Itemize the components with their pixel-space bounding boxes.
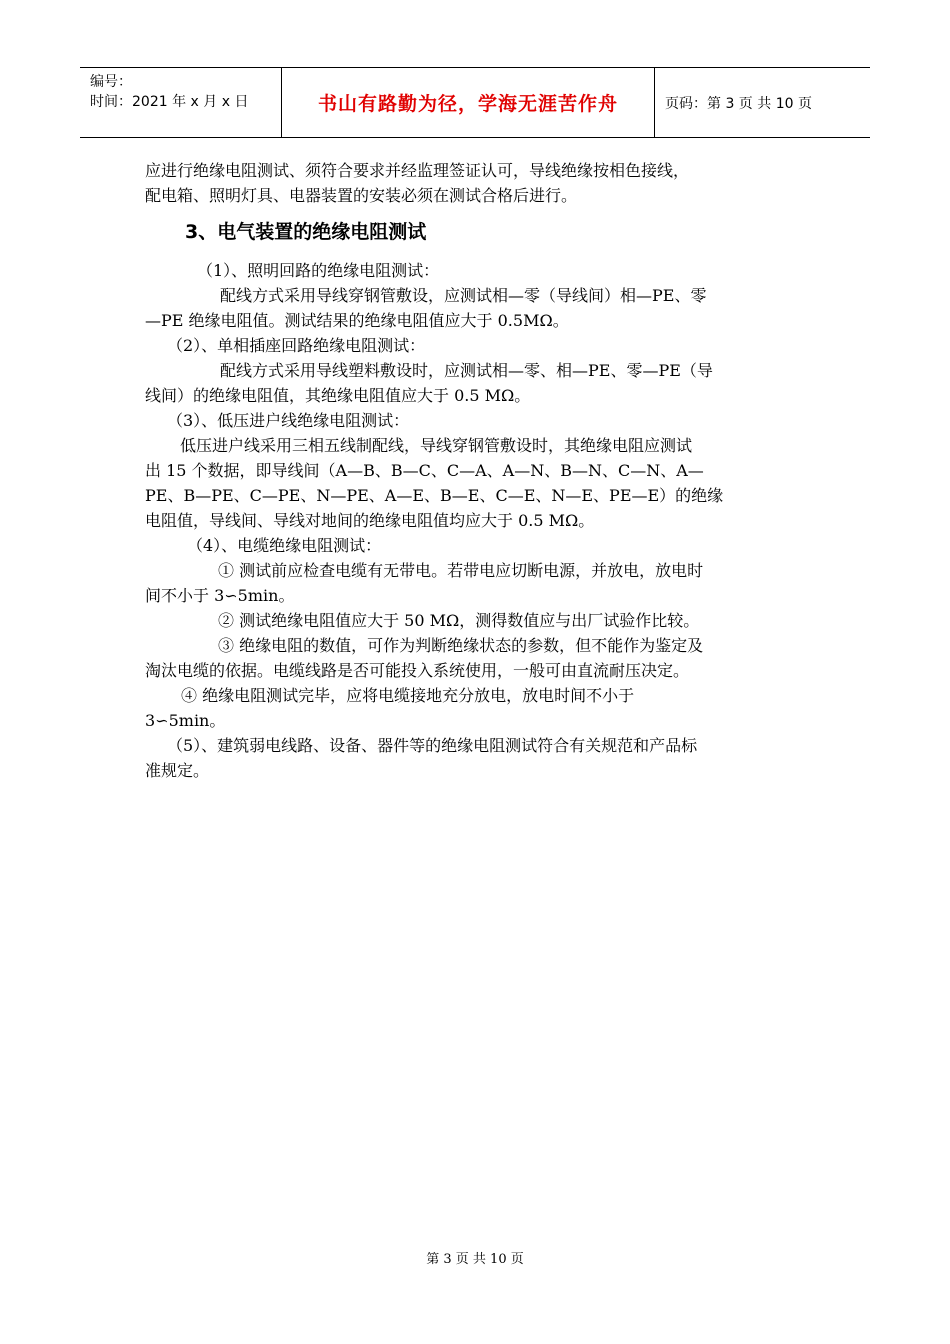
list-item: ③ 绝缘电阻的数值，可作为判断绝缘状态的参数，但不能作为鉴定及 (218, 636, 704, 655)
list-item-continuation: 间不小于 3∽5min。 (145, 586, 295, 605)
list-item: ④ 绝缘电阻测试完毕，应将电缆接地充分放电，放电时间不小于 (181, 686, 635, 705)
list-item-continuation: 3∽5min。 (145, 711, 226, 730)
paragraph-line: —PE 绝缘电阻值。测试结果的绝缘电阻值应大于 0.5MΩ。 (145, 311, 569, 330)
list-item-continuation: 淘汰电缆的依据。电缆线路是否可能投入系统使用，一般可由直流耐压决定。 (145, 661, 690, 680)
subsection-title: （5）、建筑弱电线路、设备、器件等的绝缘电阻测试符合有关规范和产品标 (167, 736, 698, 755)
doc-number-label: 编号： (90, 74, 132, 90)
paragraph-line: 准规定。 (145, 761, 210, 780)
intro-line: 应进行绝缘电阻测试、须符合要求并经监理签证认可，导线绝缘按相色接线， (145, 161, 690, 180)
section-heading: 3、电气装置的绝缘电阻测试 (185, 221, 427, 243)
list-item: ① 测试前应检查电缆有无带电。若带电应切断电源，并放电，放电时 (218, 561, 704, 580)
header-table (80, 67, 870, 138)
header-page-info: 页码：第 3 页 共 10 页 (665, 95, 812, 112)
paragraph-line: 配线方式采用导线穿钢管敷设，应测试相—零（导线间）相—PE、零 (220, 286, 707, 305)
paragraph-line: PE、B—PE、C—PE、N—PE、A—E、B—E、C—E、N—E、PE—E）的绝缘 (145, 486, 724, 505)
page-footer: 第 3 页 共 10 页 (426, 1252, 524, 1267)
header-motto: 书山有路勤为径，学海无涯苦作舟 (282, 68, 655, 137)
subsection-title: （2）、单相插座回路绝缘电阻测试： (167, 336, 426, 355)
document-body (145, 158, 805, 783)
paragraph-line: 电阻值，导线间、导线对地间的绝缘电阻值均应大于 0.5 MΩ。 (145, 511, 595, 530)
paragraph-line: 线间）的绝缘电阻值，其绝缘电阻值应大于 0.5 MΩ。 (145, 386, 531, 405)
intro-line: 配电箱、照明灯具、电器装置的安装必须在测试合格后进行。 (145, 186, 578, 205)
list-item: ② 测试绝缘电阻值应大于 50 MΩ，测得数值应与出厂试验作比较。 (218, 611, 700, 630)
subsection-title: （3）、低压进户线绝缘电阻测试： (167, 411, 410, 430)
paragraph-line: 低压进户线采用三相五线制配线，导线穿钢管敷设时，其绝缘电阻应测试 (180, 436, 693, 455)
date-line: 时间：2021 年 x 月 x 日 (90, 94, 249, 110)
subsection-title: （1）、照明回路的绝缘电阻测试： (197, 261, 440, 280)
header-meta-cell (80, 68, 282, 137)
subsection-title: （4）、电缆绝缘电阻测试： (187, 536, 382, 555)
paragraph-line: 配线方式采用导线塑料敷设时，应测试相—零、相—PE、零—PE（导 (220, 361, 713, 380)
paragraph-line: 出 15 个数据，即导线间（A—B、B—C、C—A、A—N、B—N、C—N、A— (145, 461, 704, 480)
